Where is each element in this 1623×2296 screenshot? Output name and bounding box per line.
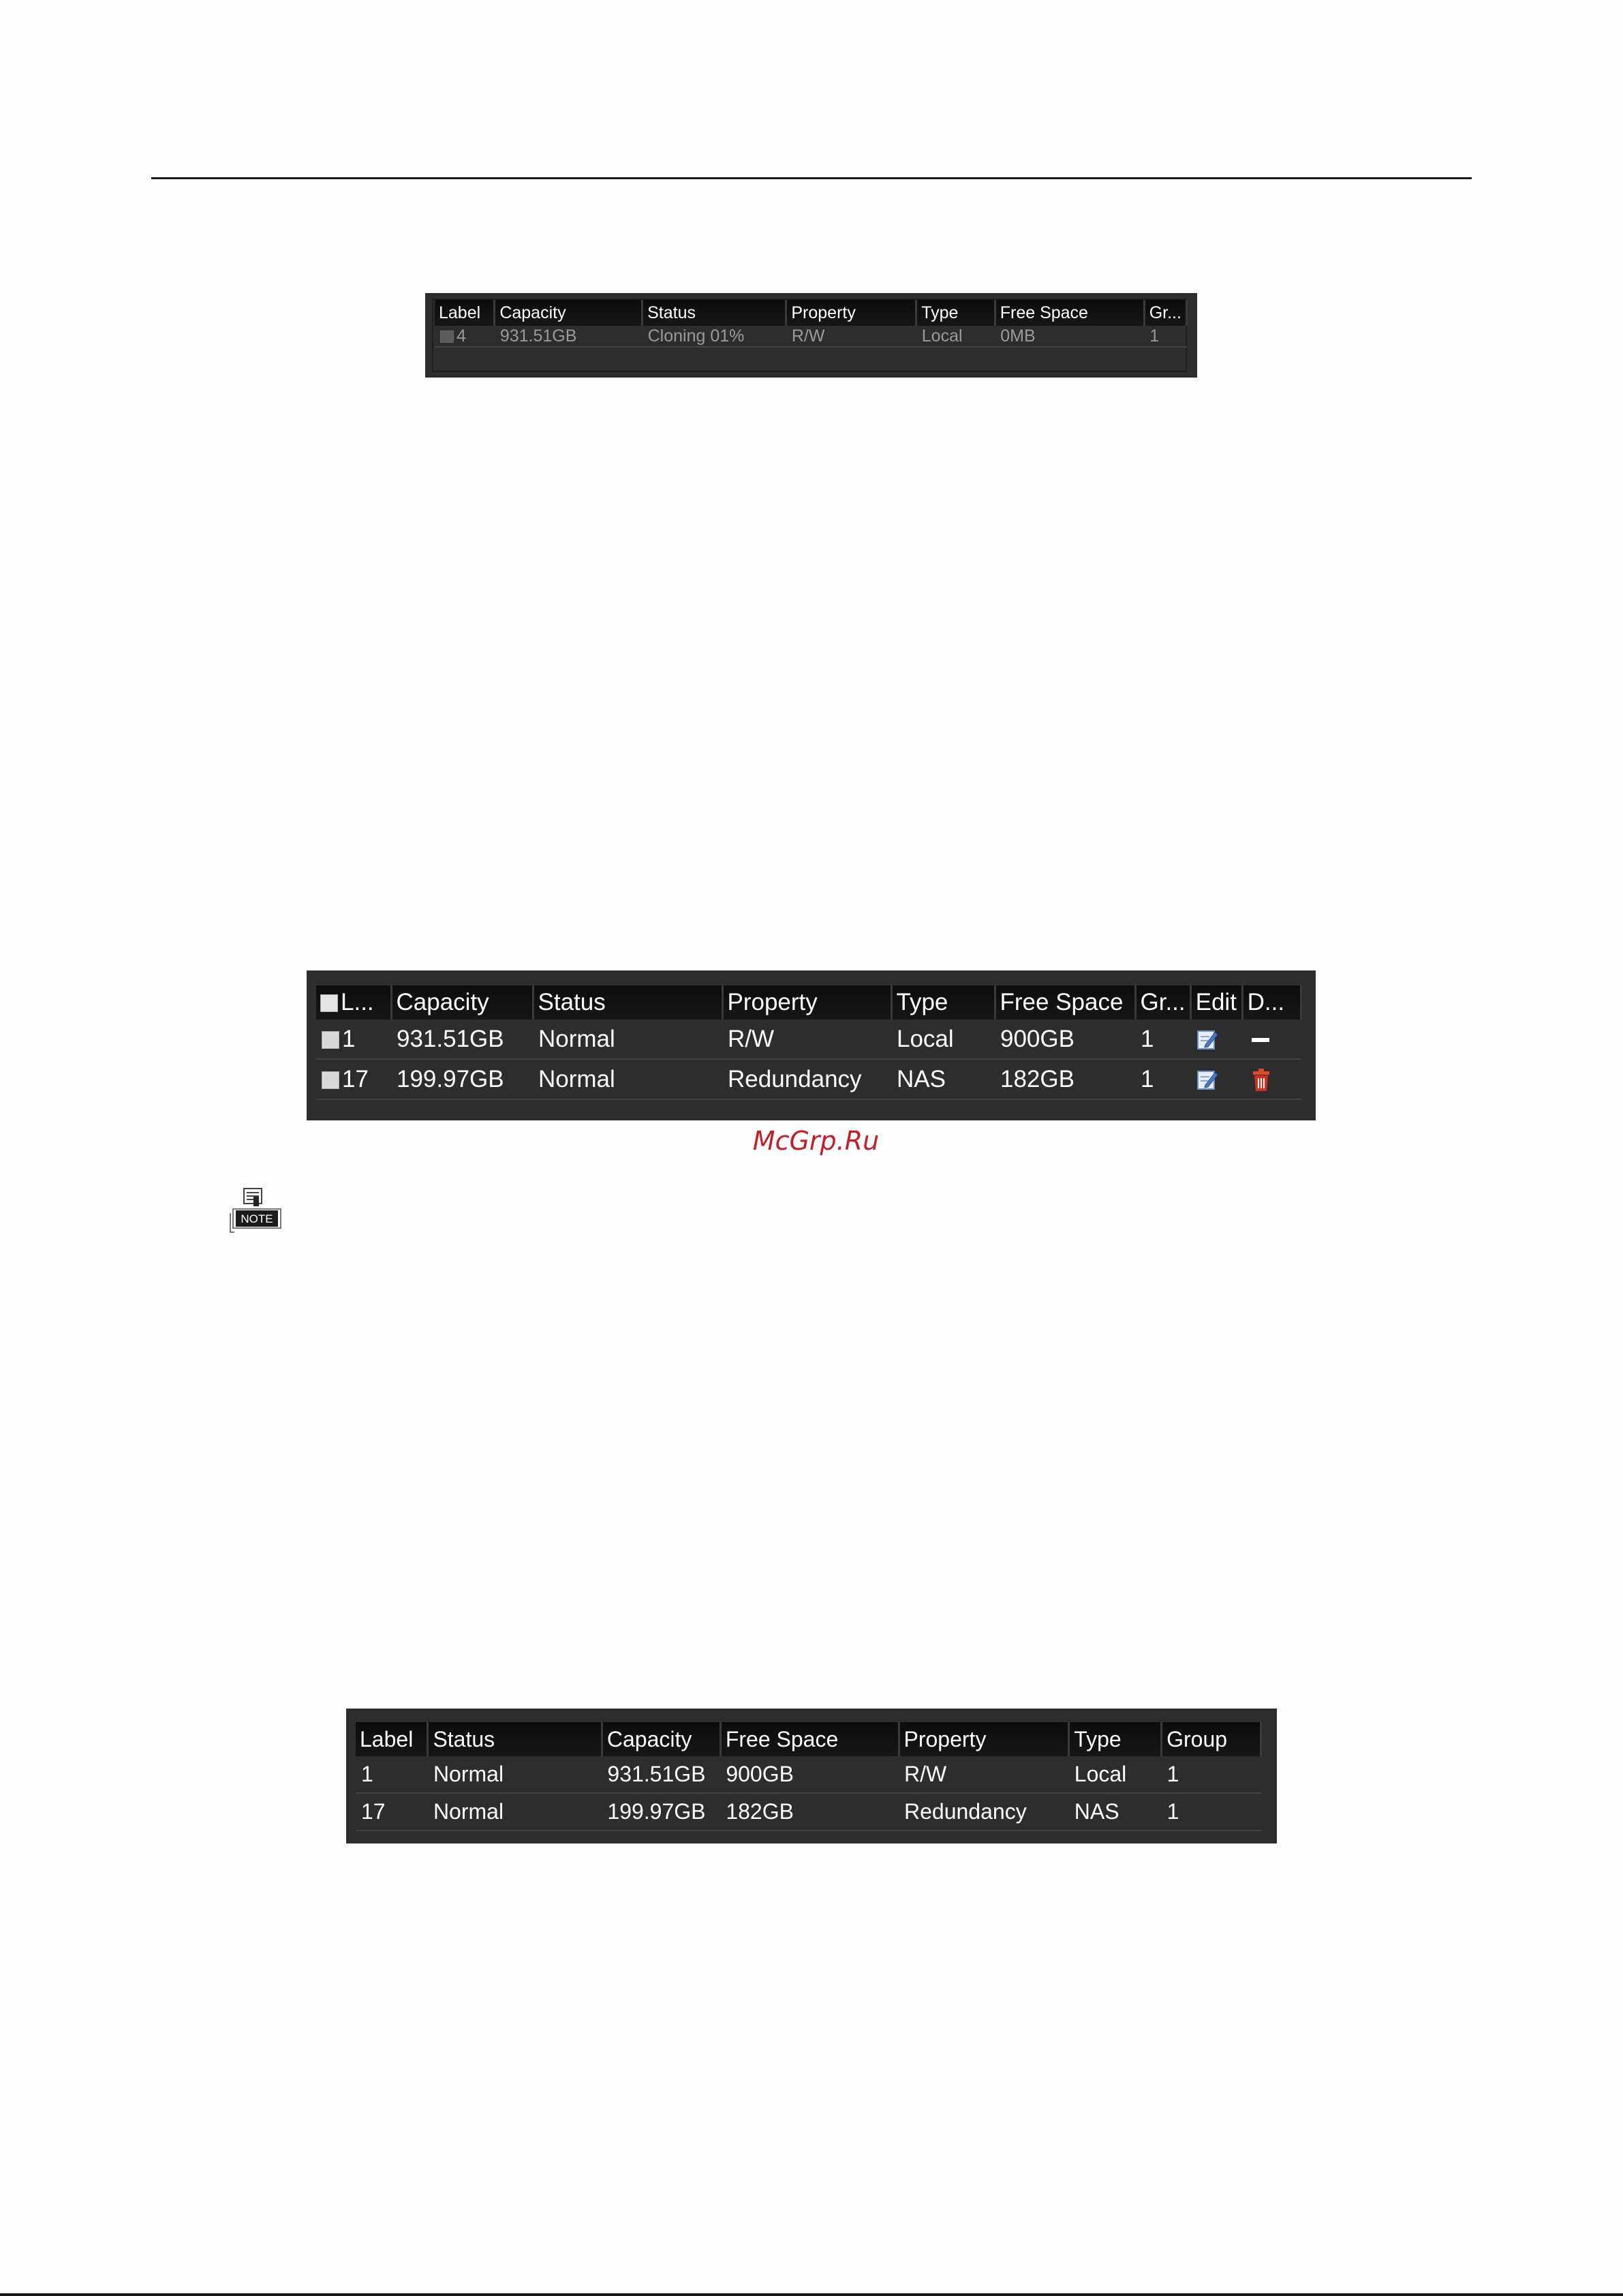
cell-status: Normal [533,1059,722,1099]
table-row[interactable] [316,1059,1301,1099]
col-header-status[interactable]: Status [428,1722,602,1756]
cell-capacity: 931.51GB [391,1020,533,1059]
cell-group: 1 [1144,326,1186,347]
row-checkbox[interactable] [440,331,454,343]
page-header-rule [151,177,1472,179]
col-header-type[interactable]: Type [916,300,995,326]
cell-property: Redundancy [899,1793,1069,1831]
table-header-row [435,300,1187,326]
col-header-label-text: L... [341,989,374,1015]
cell-type: NAS [1069,1793,1162,1831]
col-header-capacity[interactable]: Capacity [602,1722,720,1756]
dash-icon [1252,1038,1269,1042]
cell-free-space: 900GB [995,1020,1135,1059]
cell-capacity: 199.97GB [391,1059,533,1099]
cell-free-space: 900GB [720,1756,899,1793]
col-header-status[interactable]: Status [643,300,786,326]
cell-type: Local [1069,1756,1162,1793]
cell-type: Local [916,326,995,347]
col-header-free-space[interactable]: Free Space [720,1722,899,1756]
cell-type: NAS [891,1059,995,1099]
col-header-type[interactable]: Type [1069,1722,1162,1756]
cell-property: R/W [899,1756,1069,1793]
label-value: 17 [342,1065,369,1092]
row-checkbox[interactable] [322,1031,339,1049]
cell-property: Redundancy [722,1059,891,1099]
col-header-property[interactable]: Property [899,1722,1069,1756]
col-header-free-space[interactable]: Free Space [995,985,1135,1020]
note-icon-text: NOTE [241,1212,273,1225]
cell-type: Local [891,1020,995,1059]
cell-status: Cloning 01% [643,326,786,347]
cell-label: 1 [356,1756,428,1793]
cell-free-space: 0MB [995,326,1144,347]
note-icon [229,1186,283,1234]
page-footer-rule [0,2293,1623,2296]
edit-icon[interactable] [1196,1069,1219,1092]
col-header-property[interactable]: Property [786,300,916,326]
label-value: 4 [457,326,466,346]
col-header-type[interactable]: Type [891,985,995,1020]
cell-free-space: 182GB [720,1793,899,1831]
table-header-row [356,1722,1261,1756]
cell-delete [1242,1020,1301,1059]
clone-status-table [435,300,1188,348]
col-header-delete[interactable]: D... [1242,985,1301,1020]
col-header-group[interactable]: Gr... [1144,300,1186,326]
row-checkbox[interactable] [322,1071,339,1089]
cell-status: Normal [428,1756,602,1793]
table-row[interactable] [356,1793,1261,1831]
cell-group: 1 [1162,1756,1261,1793]
col-header-status[interactable]: Status [533,985,722,1020]
cell-edit [1190,1059,1242,1099]
watermark: McGrp.Ru [752,1126,880,1156]
cell-edit [1190,1020,1242,1059]
cell-label [316,1020,391,1059]
hdd-info-table [356,1722,1262,1831]
cell-group: 1 [1162,1793,1261,1831]
col-header-edit[interactable]: Edit [1190,985,1242,1020]
table-row[interactable] [356,1756,1261,1793]
table-header-row [316,985,1301,1020]
col-header-label[interactable]: Label [435,300,495,326]
cell-group: 1 [1135,1020,1190,1059]
col-header-property[interactable]: Property [722,985,891,1020]
edit-icon[interactable] [1196,1028,1219,1052]
storage-device-table [316,985,1302,1100]
storage-device-panel [307,970,1316,1120]
cell-delete [1242,1059,1301,1099]
hdd-info-panel [346,1709,1277,1843]
col-header-label[interactable]: Label [356,1722,428,1756]
col-header-capacity[interactable]: Capacity [495,300,643,326]
cell-label: 17 [356,1793,428,1831]
cell-status: Normal [533,1020,722,1059]
select-all-checkbox[interactable] [320,994,338,1012]
cell-capacity: 931.51GB [602,1756,720,1793]
cell-group: 1 [1135,1059,1190,1099]
cell-status: Normal [428,1793,602,1831]
cell-label [316,1059,391,1099]
trash-icon[interactable] [1250,1068,1272,1092]
cell-capacity: 199.97GB [602,1793,720,1831]
cell-free-space: 182GB [995,1059,1135,1099]
col-header-group[interactable]: Group [1162,1722,1261,1756]
cell-property: R/W [786,326,916,347]
col-header-group[interactable]: Gr... [1135,985,1190,1020]
col-header-capacity[interactable]: Capacity [391,985,533,1020]
cell-label [435,326,495,347]
col-header-free-space[interactable]: Free Space [995,300,1144,326]
table-row[interactable] [316,1020,1301,1059]
cell-property: R/W [722,1020,891,1059]
col-header-label[interactable] [316,985,391,1020]
cell-capacity: 931.51GB [495,326,643,347]
clone-status-panel [425,293,1197,378]
table-row[interactable] [435,326,1187,347]
label-value: 1 [342,1025,356,1052]
